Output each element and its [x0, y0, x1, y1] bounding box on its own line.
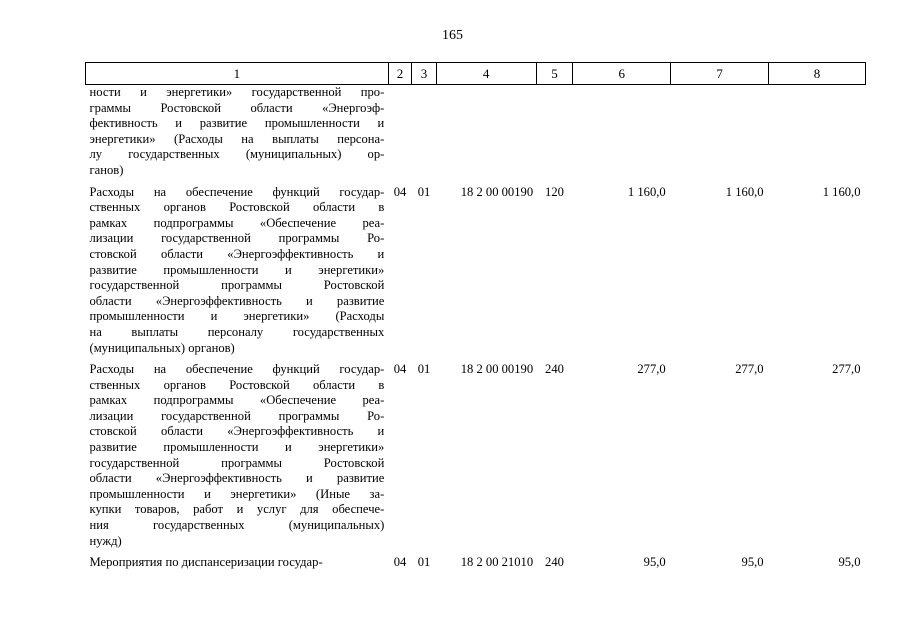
subsection-code: 01 — [417, 184, 431, 199]
description-line: ганов) — [89, 162, 124, 177]
expense-type-code: 240 — [545, 555, 564, 570]
description-line: ния государственных (муниципальных) — [89, 518, 385, 533]
amount-col-7: 277,0 — [735, 362, 764, 377]
description-line: лизации государственной программы Ро- — [89, 408, 385, 423]
column-header: 8 — [769, 63, 866, 85]
table-row — [86, 85, 866, 185]
amount-col-8: 95,0 — [838, 555, 861, 570]
description-line: нужд) — [89, 533, 122, 548]
description-line: развитие промышленности и энергетики» — [89, 440, 385, 455]
description-line: рамках подпрограммы «Обеспечение реа- — [89, 393, 385, 408]
column-header: 4 — [436, 63, 536, 85]
amount-col-6: 1 160,0 — [627, 184, 666, 199]
subsection-code: 01 — [417, 362, 431, 377]
description-line: области «Энергоэффективность и развитие — [89, 471, 385, 486]
description-line: промышленности и энергетики» (Иные за- — [89, 486, 385, 501]
description-line: стовской области «Энергоэффективность и — [89, 246, 385, 261]
amount-col-8 — [769, 85, 866, 185]
column-header: 6 — [573, 63, 671, 85]
description-line: ственных органов Ростовской области в — [89, 200, 385, 215]
description-line: развитие промышленности и энергетики» — [89, 262, 385, 277]
amount-col-6: 95,0 — [643, 555, 666, 570]
description-line: промышленности и энергетики» (Расходы — [89, 309, 385, 324]
table-row — [86, 362, 866, 555]
description-line: государственной программы Ростовской — [89, 455, 385, 470]
page-number: 165 — [442, 28, 463, 43]
column-header: 3 — [412, 63, 436, 85]
description-line: фективность и развитие промышленности и — [89, 116, 385, 131]
description-line: области «Энергоэффективность и развитие — [89, 293, 385, 308]
expense-type-code: 120 — [545, 184, 564, 199]
amount-col-8: 1 160,0 — [822, 184, 861, 199]
description-line: государственной программы Ростовской — [89, 278, 385, 293]
description-line: (муниципальных) органов) — [89, 340, 235, 355]
target-article-code — [436, 85, 536, 185]
description-line: ности и энергетики» государственной про- — [89, 85, 385, 99]
column-header: 2 — [388, 63, 411, 85]
column-header: 5 — [536, 63, 573, 85]
description-line: ственных органов Ростовской области в — [89, 377, 385, 392]
table-header-row — [86, 63, 866, 85]
description-line: лу государственных (муниципальных) ор- — [89, 147, 385, 162]
expense-type-code — [536, 85, 573, 185]
table-row — [86, 185, 866, 363]
section-code: 04 — [393, 362, 407, 377]
table-body — [86, 85, 866, 577]
description-line: лизации государственной программы Ро- — [89, 231, 385, 246]
subsection-code: 01 — [417, 555, 431, 570]
description-line: Расходы на обеспечение функций государ- — [89, 362, 385, 377]
description-line: граммы Ростовской области «Энергоэф- — [89, 100, 385, 115]
table-row — [86, 555, 866, 577]
subsection-code — [412, 85, 436, 185]
amount-col-6: 277,0 — [637, 362, 666, 377]
description-line: энергетики» (Расходы на выплаты персона- — [89, 131, 385, 146]
amount-col-8: 277,0 — [832, 362, 861, 377]
column-header: 7 — [671, 63, 769, 85]
row-description — [86, 85, 389, 185]
budget-table — [85, 62, 866, 577]
amount-col-7 — [671, 85, 769, 185]
target-article-code: 18 2 00 00190 — [460, 184, 534, 199]
expense-type-code: 240 — [545, 362, 564, 377]
description-line: рамках подпрограммы «Обеспечение реа- — [89, 215, 385, 230]
description-line: стовской области «Энергоэффективность и — [89, 424, 385, 439]
description-line: купки товаров, работ и услуг для обеспече- — [89, 502, 385, 517]
row-description — [86, 362, 389, 555]
section-code: 04 — [393, 555, 407, 570]
column-header: 1 — [86, 63, 389, 85]
target-article-code: 18 2 00 21010 — [460, 555, 534, 570]
target-article-code: 18 2 00 00190 — [460, 362, 534, 377]
amount-col-6 — [573, 85, 671, 185]
description-line: на выплаты персоналу государственных — [89, 324, 385, 339]
description-line: Мероприятия по диспансеризации государ- — [89, 555, 323, 570]
amount-col-7: 95,0 — [741, 555, 764, 570]
row-description — [86, 555, 389, 577]
amount-col-7: 1 160,0 — [725, 184, 764, 199]
section-code: 04 — [393, 184, 407, 199]
description-line: Расходы на обеспечение функций государ- — [89, 184, 385, 199]
section-code — [388, 85, 411, 185]
row-description — [86, 185, 389, 363]
